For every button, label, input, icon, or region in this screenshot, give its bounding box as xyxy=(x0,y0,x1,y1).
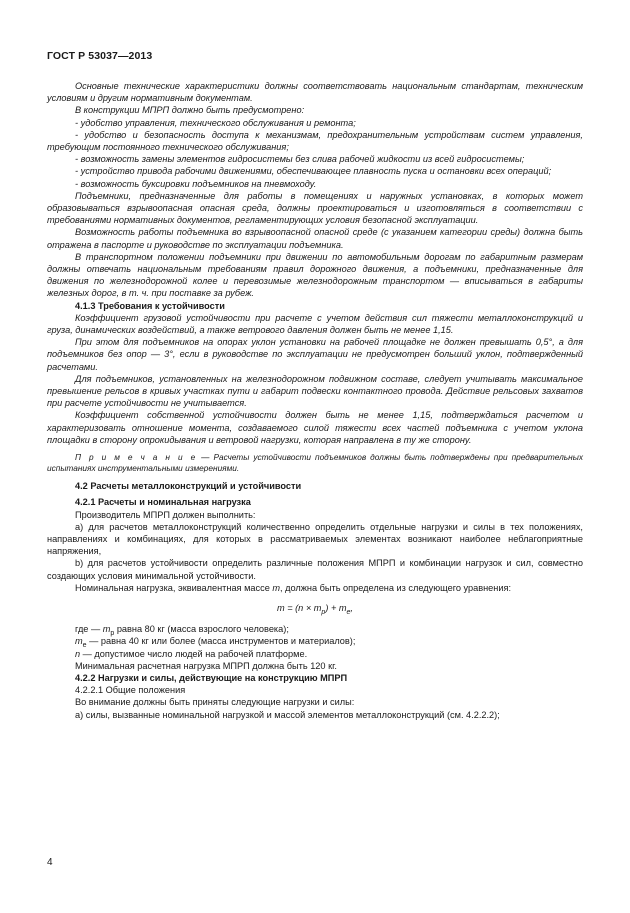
subsection-heading-4-2-2-1: 4.2.2.1 Общие положения xyxy=(75,685,186,696)
section-heading-4-2-2: 4.2.2 Нагрузки и силы, действующие на конструкцию МПРП xyxy=(75,672,348,683)
list-item: а) для расчетов металлоконструкций количественно определить отдельные нагрузки и силы в тех положениях, направлениях и комбинациях, для которых в рассматриваемых элементах возникают наиболее неблагоприятные напряжения, xyxy=(47,521,583,557)
paragraph: Коэффициент грузовой устойчивости при расчете с учетом действия сил тяжести металлоконструкций и груза, динамических воздействий, а также ветрового давления должен быть не менее 1,15. xyxy=(47,312,583,336)
paragraph: Минимальная расчетная нагрузка МПРП должна быть 120 кг. xyxy=(75,660,337,671)
paragraph: При этом для подъемников на опорах уклон установки на рабочей площадке не должен превышать 0,5°, а для подъемников без опор — 3°, если в руководстве по эксплуатации не предусмотрен больший уклон, подтвержденный расчетами. xyxy=(47,337,583,372)
paragraph: Номинальная нагрузка, эквивалентная массе m, должна быть определена из следующего уравнения: xyxy=(75,582,512,593)
note-label: П р и м е ч а н и е xyxy=(75,452,198,463)
list-item: а) силы, вызванные номинальной нагрузкой и массой элементов металлоконструкций (см. 4.2.2.2); xyxy=(75,709,500,720)
list-item: - устройство привода рабочими движениями, обеспечивающее плавность пуска и остановки всех операций; xyxy=(75,166,552,177)
where-line: n — допустимое число людей на рабочей платформе. xyxy=(75,648,308,659)
document-body xyxy=(47,80,583,721)
paragraph: Подъемники, предназначенные для работы в помещениях и наружных установках, в которых может образовываться взрывоопасная опасная среда, должны проектироваться и изготовляться в соответствии с требованиями нормативных документов, регламентирующих условия безопасной эксплуатации. xyxy=(47,190,583,226)
note-text: — Расчеты устойчивости подъемников должны быть подтверждены при предварительных испытаниях инструментальными измерениями. xyxy=(47,452,583,474)
paragraph: В транспортном положении подъемники при движении по автомобильным дорогам по габаритным размерам должны отвечать национальным требованиям правил дорожного движения, а подъемники, предназначенные для движения по железнодорожной колее и перевозимые железнодорожным транспортом — вписываться в габариты железных дорог, в т. ч. при поставке за рубеж. xyxy=(47,251,583,299)
section-heading-4-2: 4.2 Расчеты металлоконструкций и устойчивости xyxy=(75,481,302,492)
section-heading-4-2-1: 4.2.1 Расчеты и номинальная нагрузка xyxy=(75,497,251,508)
formula: $m = (n \times m_p) + m_e$, xyxy=(277,602,353,616)
paragraph: Во внимание должны быть приняты следующие нагрузки и силы: xyxy=(75,697,355,708)
list-item: - удобство управления, технического обслуживания и ремонта; xyxy=(75,117,356,128)
document-header: ГОСТ Р 53037—2013 xyxy=(47,50,153,62)
list-item: - возможность буксировки подъемников на пневмоходу. xyxy=(75,178,317,189)
page-number: 4 xyxy=(47,857,53,868)
where-line: где — $m_p$ равна 80 кг (масса взрослого человека); xyxy=(75,624,289,637)
list-item: - возможность замены элементов гидросистемы без слива рабочей жидкости из всей гидросистемы; xyxy=(75,154,525,165)
paragraph: В конструкции МПРП должно быть предусмотрено: xyxy=(75,105,305,116)
list-item: - удобство и безопасность доступа к механизмам, предохранительным устройствам систем управления, требующим постоянного технического обслуживания; xyxy=(47,129,583,153)
section-heading-4-1-3: 4.1.3 Требования к устойчивости xyxy=(75,300,225,311)
list-item: b) для расчетов устойчивости определить различные положения МПРП и комбинации нагрузок и сил, совместно создающих условия минимальной устойчивости. xyxy=(47,558,583,581)
paragraph: Для подъемников, установленных на железнодорожном подвижном составе, следует учитывать максимальное превышение рельсов в кривых участках пути и габарит подвески контактного провода. Действие рельсовых захватов при расчете устойчивости не учитывается. xyxy=(47,373,583,409)
paragraph: Коэффициент собственной устойчивости должен быть не менее 1,15, подтверждаться расчетом и характеризовать отношение момента, создаваемого силой тяжести всех частей подъемника с учетом уклона площадки в сторону опрокидывания и ветровой нагрузки, которая направлена в ту же сторону. xyxy=(47,410,583,445)
paragraph: Производитель МПРП должен выполнить: xyxy=(75,509,256,520)
note xyxy=(47,452,583,474)
where-line: $m_e$ — равна 40 кг или более (масса инструментов и материалов); xyxy=(75,636,356,650)
paragraph: Основные технические характеристики должны соответствовать национальным стандартам, техническим условиям и другим нормативным документам. xyxy=(47,81,583,104)
paragraph: Возможность работы подъемника во взрывоопасной опасной среде (с указанием категории среды) должна быть отражена в паспорте и руководстве по эксплуатации подъемника. xyxy=(47,227,583,250)
